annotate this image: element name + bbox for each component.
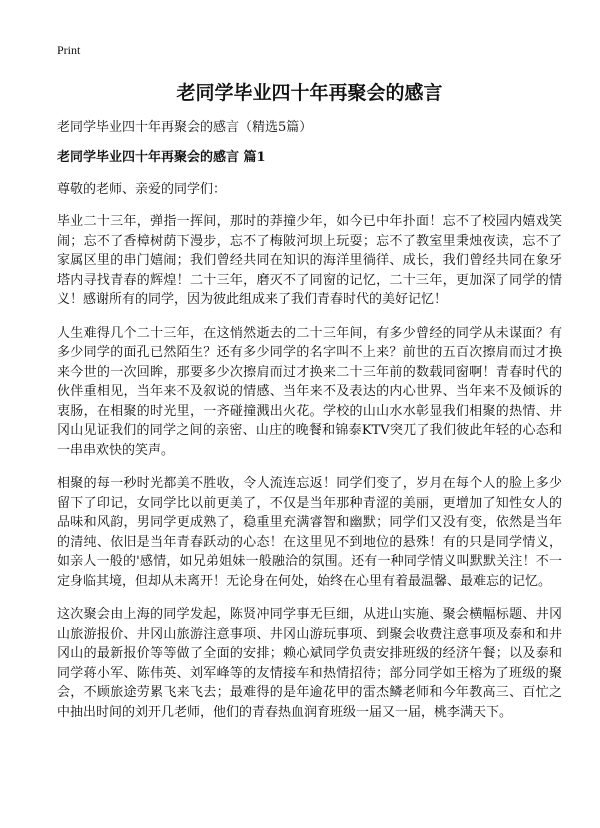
body-paragraph-4: 这次聚会由上海的同学发起，陈贤冲同学事无巨细，从进山实施、聚会横幅标题、井冈山旅游报价、井冈山旅游注意事项、井冈山游玩事项、到聚会收费注意事项及泰和和井冈山的最新报价等等做了全面的安排；赖心斌同学负责安排班级的经济午餐；以及泰和同学蒋小军、陈伟英、刘军峰等的友情接车和热情招待；部分同学如王榕为了班级的聚会，不顾旅途劳累飞来飞去；最难得的是年逾花甲的雷杰鳞老师和今年教高三、百忙之中抽出时间的刘开几老师，他们的青春热血润育班级一届又一届，桃李满天下。 [57, 607, 562, 720]
page-title: 老同学毕业四十年再聚会的感言 [176, 82, 443, 104]
body-paragraph-2: 人生难得几个二十三年，在这悄然逝去的二十三年间，有多少曾经的同学从未谋面？有多少同学的面孔已然陌生？还有多少同学的名字叫不上来？前世的五百次擦肩而过才换来今世的一次回眸，那要多少次擦肩而过才换来二十三年前的数载同窗啊！青春时代的伙伴重相见，当年来不及叙说的情感、当年来不及表达的内心世界、当年来不及倾诉的衷肠，在相聚的时光里，一齐碰撞溅出火花。学校的山山水水彰显我们相聚的热情、井冈山见证我们的同学之间的亲密、山庄的晚餐和锦泰KTV突兀了我们彼此年轻的心态和一串串欢快的笑声。 [57, 325, 562, 458]
body-paragraph-3: 相聚的每一秒时光都美不胜收，令人流连忘返！同学们变了，岁月在每个人的脸上多少留下了印记，女同学比以前更美了，不仅是当年那种青涩的美丽，更增加了知性女人的品味和风韵，男同学更成熟了，稳重里充满睿智和幽默；同学们又没有变，依然是当年的清纯、依旧是当年青春跃动的心态！在这里见不到地位的悬殊！有的只是同学情义，如亲人一般的'感情，如兄弟姐妹一般融洽的氛围。还有一种同学情义叫默默关注！不一定身临其境，但却从未离开！无论身在何处，始终在心里有着最温馨、最难忘的记忆。 [57, 476, 562, 589]
print-label[interactable]: Print [57, 43, 81, 57]
body-paragraph-1: 毕业二十三年，弹指一挥间，那时的莽撞少年，如今已中年扑面！忘不了校园内嬉戏笑闹；忘不了香樟树荫下漫步，忘不了梅陂河坝上玩耍；忘不了教室里秉烛夜读，忘不了家属区里的串门嬉闹；我们曾经共同在知识的海洋里徜徉、成长，我们曾经共同在象牙塔内寻找青春的辉煌！二十三年，磨灭不了同窗的记忆，二十三年，更加深了同学的情义！感谢所有的同学，因为彼此组成来了我们青春时代的美好记忆！ [57, 214, 562, 307]
section-heading: 老同学毕业四十年再聚会的感言 篇1 [57, 150, 266, 165]
document-subtitle: 老同学毕业四十年再聚会的感言（精选5篇） [57, 120, 313, 135]
greeting-line: 尊敬的老师、亲爱的同学们： [57, 182, 227, 197]
